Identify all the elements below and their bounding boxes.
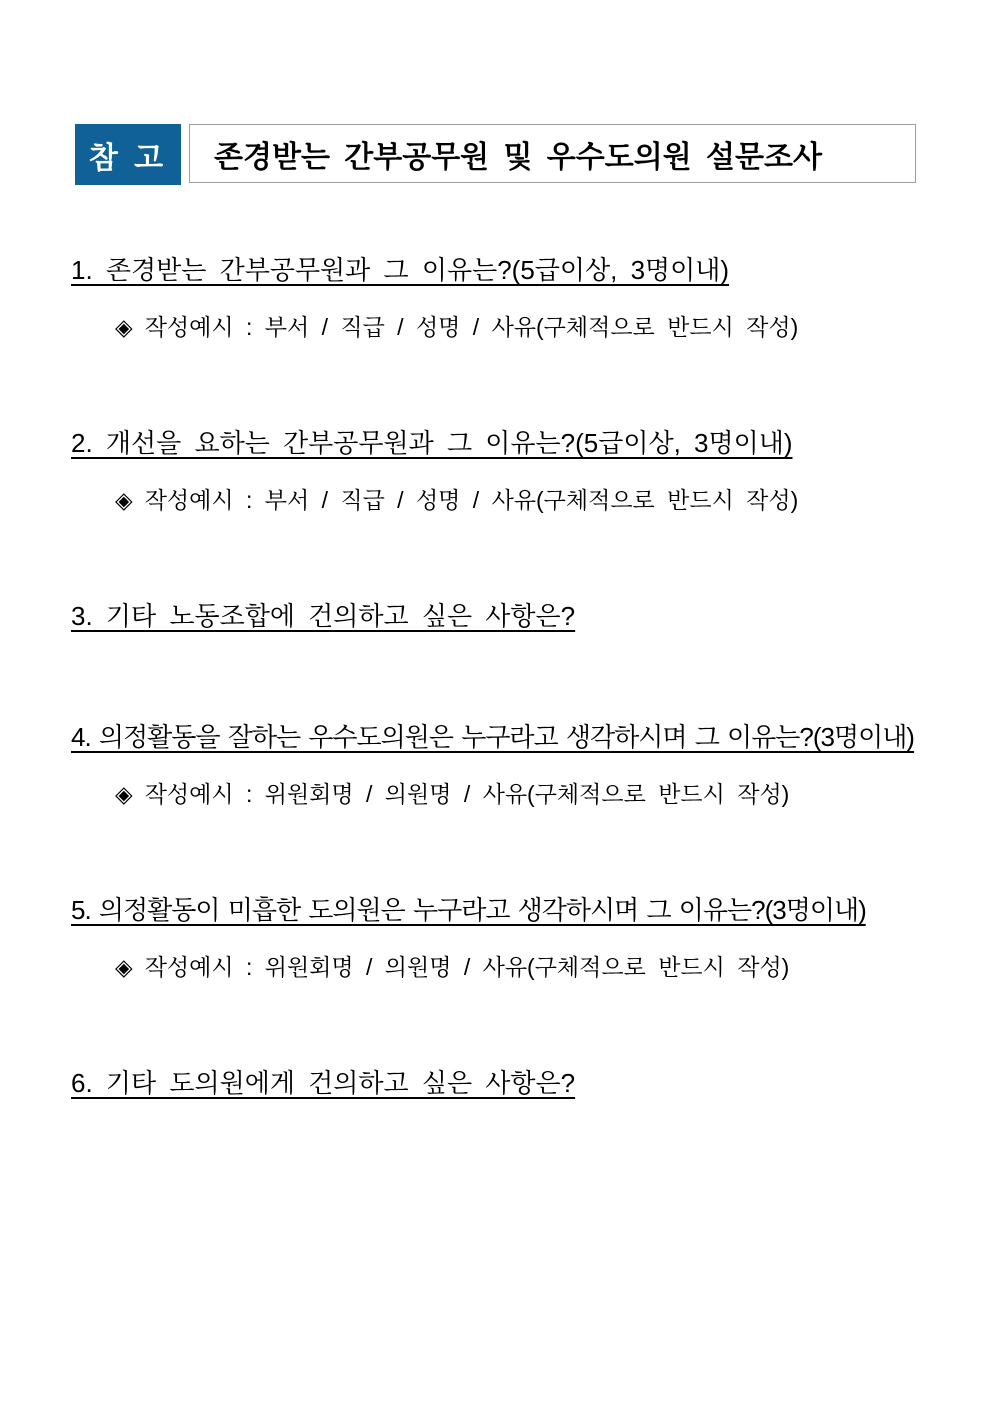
example-text: 작성예시 : 부서 / 직급 / 성명 / 사유(구체적으로 반드시 작성) bbox=[144, 314, 799, 340]
diamond-bullet-icon: ◈ bbox=[115, 314, 133, 340]
question-6: 6. 기타 도의원에게 건의하고 싶은 사항은? bbox=[71, 1068, 576, 1098]
example-text: 작성예시 : 위원회명 / 의원명 / 사유(구체적으로 반드시 작성) bbox=[144, 954, 790, 980]
example-text: 작성예시 : 위원회명 / 의원명 / 사유(구체적으로 반드시 작성) bbox=[144, 781, 790, 807]
diamond-bullet-icon: ◈ bbox=[115, 781, 133, 807]
example-text: 작성예시 : 부서 / 직급 / 성명 / 사유(구체적으로 반드시 작성) bbox=[144, 487, 799, 513]
example-2 bbox=[115, 482, 798, 515]
example-5 bbox=[115, 949, 789, 982]
document-title bbox=[189, 124, 916, 183]
question-5: 5. 의정활동이 미흡한 도의원은 누구라고 생각하시며 그 이유는?(3명이내) bbox=[71, 895, 866, 925]
question-1: 1. 존경받는 간부공무원과 그 이유는?(5급이상, 3명이내) bbox=[71, 255, 730, 285]
example-1 bbox=[115, 309, 798, 342]
question-3: 3. 기타 노동조합에 건의하고 싶은 사항은? bbox=[71, 601, 576, 631]
diamond-bullet-icon: ◈ bbox=[115, 954, 133, 980]
question-4: 4. 의정활동을 잘하는 우수도의원은 누구라고 생각하시며 그 이유는?(3명이내) bbox=[71, 722, 914, 752]
title-text: 존경받는 간부공무원 및 우수도의원 설문조사 bbox=[214, 140, 822, 174]
diamond-bullet-icon: ◈ bbox=[115, 487, 133, 513]
example-4 bbox=[115, 776, 789, 809]
reference-tag: 참 고 bbox=[75, 124, 181, 185]
question-2: 2. 개선을 요하는 간부공무원과 그 이유는?(5급이상, 3명이내) bbox=[71, 428, 793, 458]
